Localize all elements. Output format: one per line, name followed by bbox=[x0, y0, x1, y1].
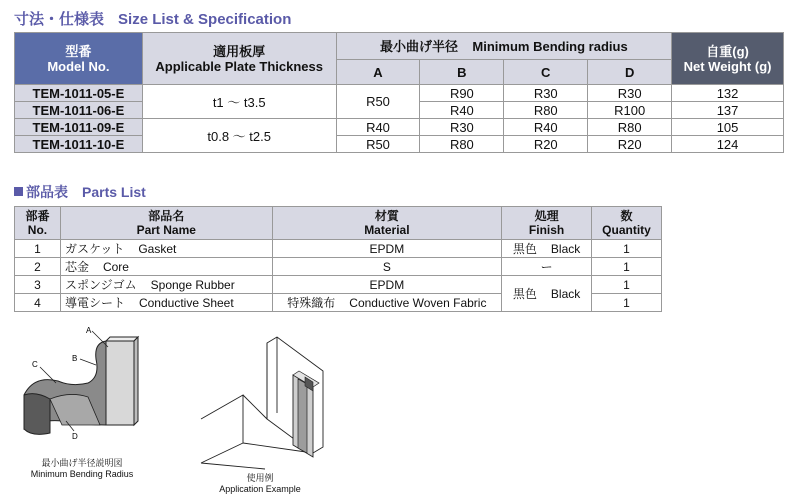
application-example-diagram bbox=[195, 335, 345, 470]
c-cell: R20 bbox=[504, 136, 588, 153]
bending-radius-caption: 最小曲げ半径説明図 Minimum Bending Radius bbox=[30, 458, 134, 479]
quantity-cell: 1 bbox=[592, 294, 662, 312]
b-cell: R80 bbox=[420, 136, 504, 153]
part-no-cell: 2 bbox=[15, 258, 61, 276]
b-cell: R90 bbox=[420, 85, 504, 102]
quantity-cell: 1 bbox=[592, 258, 662, 276]
col-a-header: A bbox=[336, 60, 420, 85]
finish-header: 処理 Finish bbox=[502, 207, 592, 240]
material-cell: S bbox=[272, 258, 502, 276]
parts-title-jp: 部品表 bbox=[26, 184, 68, 200]
material-cell: EPDM bbox=[272, 240, 502, 258]
quantity-cell: 1 bbox=[592, 240, 662, 258]
weight-cell: 124 bbox=[672, 136, 784, 153]
weight-cell: 137 bbox=[672, 102, 784, 119]
model-cell: TEM-1011-09-E bbox=[15, 119, 143, 136]
part-name-cell: 導電シート Conductive Sheet bbox=[60, 294, 272, 312]
d-cell: R30 bbox=[588, 85, 672, 102]
model-cell: TEM-1011-05-E bbox=[15, 85, 143, 102]
a-cell: R50 bbox=[336, 136, 420, 153]
label-d: D bbox=[72, 432, 78, 441]
plate-header: 適用板厚 Applicable Plate Thickness bbox=[142, 33, 336, 85]
col-b-header: B bbox=[420, 60, 504, 85]
table-row bbox=[15, 119, 784, 136]
plate-cell: t1 ～ t3.5 bbox=[142, 85, 336, 119]
no-header: 部番 No. bbox=[15, 207, 61, 240]
bending-radius-diagram bbox=[10, 325, 160, 453]
table-row bbox=[15, 276, 662, 294]
radius-header: 最小曲げ半径 Minimum Bending radius bbox=[336, 33, 672, 60]
material-header: 材質 Material bbox=[272, 207, 502, 240]
col-d-header: D bbox=[588, 60, 672, 85]
table-row bbox=[15, 136, 784, 153]
table-row bbox=[15, 258, 662, 276]
size-title-en: Size List & Specification bbox=[118, 11, 292, 28]
a-cell: R40 bbox=[336, 119, 420, 136]
part-no-cell: 3 bbox=[15, 276, 61, 294]
parts-list-title bbox=[14, 182, 146, 202]
model-cell: TEM-1011-10-E bbox=[15, 136, 143, 153]
model-cell: TEM-1011-06-E bbox=[15, 102, 143, 119]
part-name-cell: スポンジゴム Sponge Rubber bbox=[60, 276, 272, 294]
weight-cell: 132 bbox=[672, 85, 784, 102]
part-no-cell: 4 bbox=[15, 294, 61, 312]
part-no-cell: 1 bbox=[15, 240, 61, 258]
label-c: C bbox=[32, 360, 38, 369]
d-cell: R20 bbox=[588, 136, 672, 153]
square-bullet-icon bbox=[14, 187, 23, 196]
part-name-cell: 芯金 Core bbox=[60, 258, 272, 276]
weight-cell: 105 bbox=[672, 119, 784, 136]
weight-header: 自重(g) Net Weight (g) bbox=[672, 33, 784, 85]
parts-table bbox=[14, 206, 662, 312]
c-cell: R40 bbox=[504, 119, 588, 136]
c-cell: R30 bbox=[504, 85, 588, 102]
a-cell: R50 bbox=[336, 85, 420, 119]
label-a: A bbox=[86, 326, 92, 335]
size-list-title bbox=[14, 8, 291, 29]
part-name-header: 部品名 Part Name bbox=[60, 207, 272, 240]
c-cell: R80 bbox=[504, 102, 588, 119]
parts-title-en: Parts List bbox=[82, 184, 146, 200]
material-cell: 特殊織布 Conductive Woven Fabric bbox=[272, 294, 502, 312]
d-cell: R100 bbox=[588, 102, 672, 119]
part-name-cell: ガスケット Gasket bbox=[60, 240, 272, 258]
plate-cell: t0.8 ～ t2.5 bbox=[142, 119, 336, 153]
b-cell: R40 bbox=[420, 102, 504, 119]
finish-cell: 黒色 Black bbox=[502, 276, 592, 312]
table-row bbox=[15, 240, 662, 258]
b-cell: R30 bbox=[420, 119, 504, 136]
label-b: B bbox=[72, 354, 78, 363]
quantity-header: 数 Quantity bbox=[592, 207, 662, 240]
d-cell: R80 bbox=[588, 119, 672, 136]
material-cell: EPDM bbox=[272, 276, 502, 294]
finish-cell: ー bbox=[502, 258, 592, 276]
spec-table bbox=[14, 32, 784, 153]
model-header: 型番 Model No. bbox=[15, 33, 143, 85]
col-c-header: C bbox=[504, 60, 588, 85]
size-title-jp: 寸法・仕様表 bbox=[14, 11, 105, 28]
application-example-caption: 使用例 Application Example bbox=[219, 473, 301, 494]
quantity-cell: 1 bbox=[592, 276, 662, 294]
table-row bbox=[15, 85, 784, 102]
finish-cell: 黒色 Black bbox=[502, 240, 592, 258]
